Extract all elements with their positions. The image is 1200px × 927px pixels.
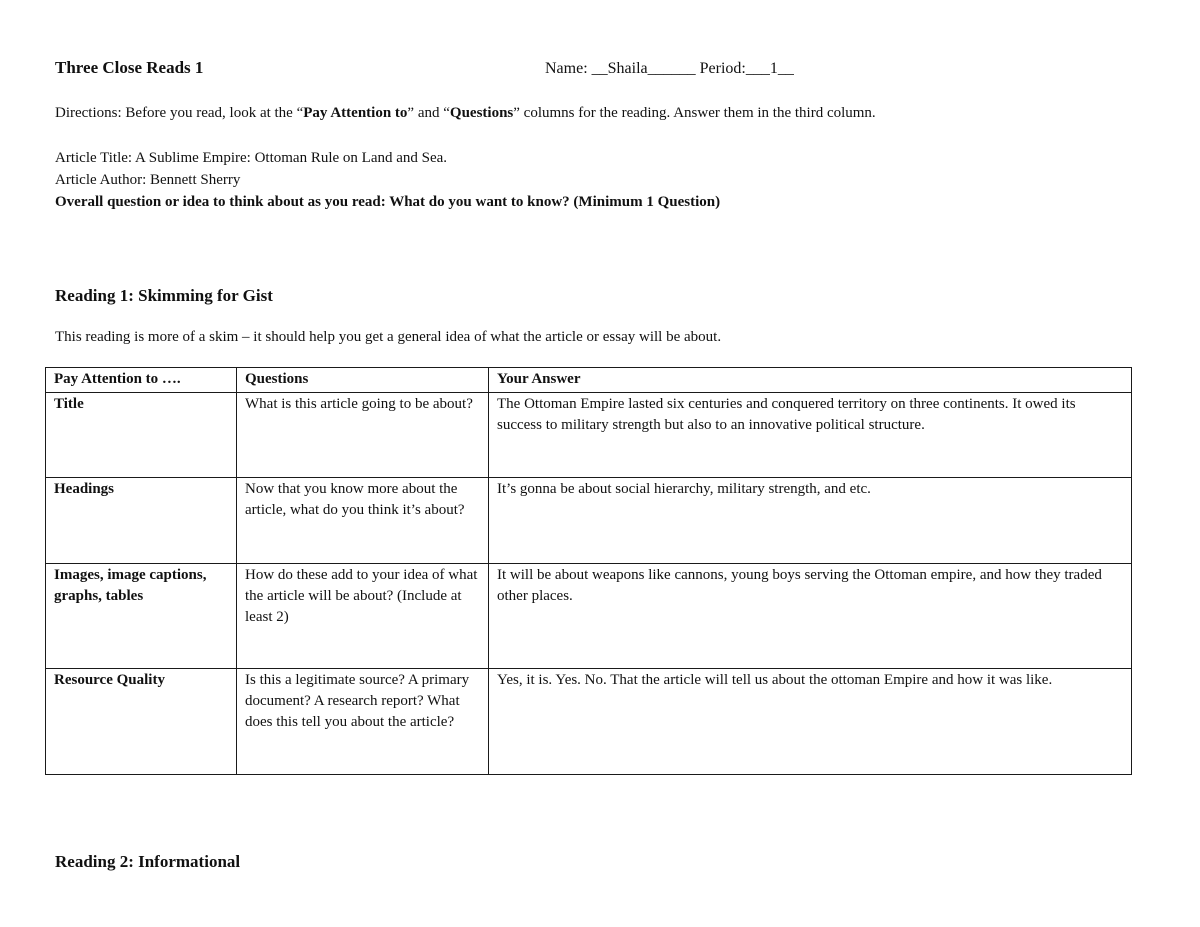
table-row <box>46 669 1132 775</box>
row-label-headings: Headings <box>46 478 237 564</box>
article-author-line: Article Author: Bennett Sherry <box>55 172 241 188</box>
directions-middle: ” and “ <box>407 105 450 121</box>
reading1-description: This reading is more of a skim – it should help you get a general idea of what the article or essay will be about. <box>55 329 722 345</box>
table-row <box>46 564 1132 669</box>
row-label-title: Title <box>46 393 237 478</box>
row-question: Is this a legitimate source? A primary document? A research report? What does this tell you about the article? <box>237 669 489 775</box>
row-question: Now that you know more about the article, what do you think it’s about? <box>237 478 489 564</box>
directions-prefix: Directions: Before you read, look at the “ <box>55 105 304 121</box>
reading2-heading: Reading 2: Informational <box>55 852 241 871</box>
column-header-your-answer: Your Answer <box>489 368 1132 393</box>
table-row <box>46 478 1132 564</box>
reading1-heading: Reading 1: Skimming for Gist <box>55 286 273 305</box>
overall-question-line: Overall question or idea to think about as you read: What do you want to know? (Minimum 1 Question) <box>55 194 721 210</box>
column-header-questions: Questions <box>237 368 489 393</box>
directions-suffix: ” columns for the reading. Answer them in the third column. <box>513 105 876 121</box>
directions-term-pay-attention: Pay Attention to <box>303 105 408 121</box>
article-title-line: Article Title: A Sublime Empire: Ottoman Rule on Land and Sea. <box>55 150 448 166</box>
page-title: Three Close Reads 1 <box>55 58 204 77</box>
row-question: What is this article going to be about? <box>237 393 489 478</box>
row-answer[interactable]: The Ottoman Empire lasted six centuries and conquered territory on three continents. It owed its success to military strength but also to an innovative political structure. <box>489 393 1132 478</box>
row-question: How do these add to your idea of what the article will be about? (Include at least 2) <box>237 564 489 669</box>
name-period-field: Name: __Shaila______ Period:___1__ <box>545 60 794 77</box>
column-header-pay-attention: Pay Attention to …. <box>46 368 237 393</box>
row-answer[interactable]: It’s gonna be about social hierarchy, military strength, and etc. <box>489 478 1132 564</box>
table-row <box>46 393 1132 478</box>
row-answer[interactable]: It will be about weapons like cannons, young boys serving the Ottoman empire, and how they traded other places. <box>489 564 1132 669</box>
directions-text <box>55 103 876 124</box>
row-answer[interactable]: Yes, it is. Yes. No. That the article will tell us about the ottoman Empire and how it was like. <box>489 669 1132 775</box>
table-header-row <box>46 368 1132 393</box>
row-label-images: Images, image captions, graphs, tables <box>46 564 237 669</box>
row-label-resource-quality: Resource Quality <box>46 669 237 775</box>
directions-term-questions: Questions <box>449 105 514 121</box>
reading1-table <box>45 367 1132 775</box>
